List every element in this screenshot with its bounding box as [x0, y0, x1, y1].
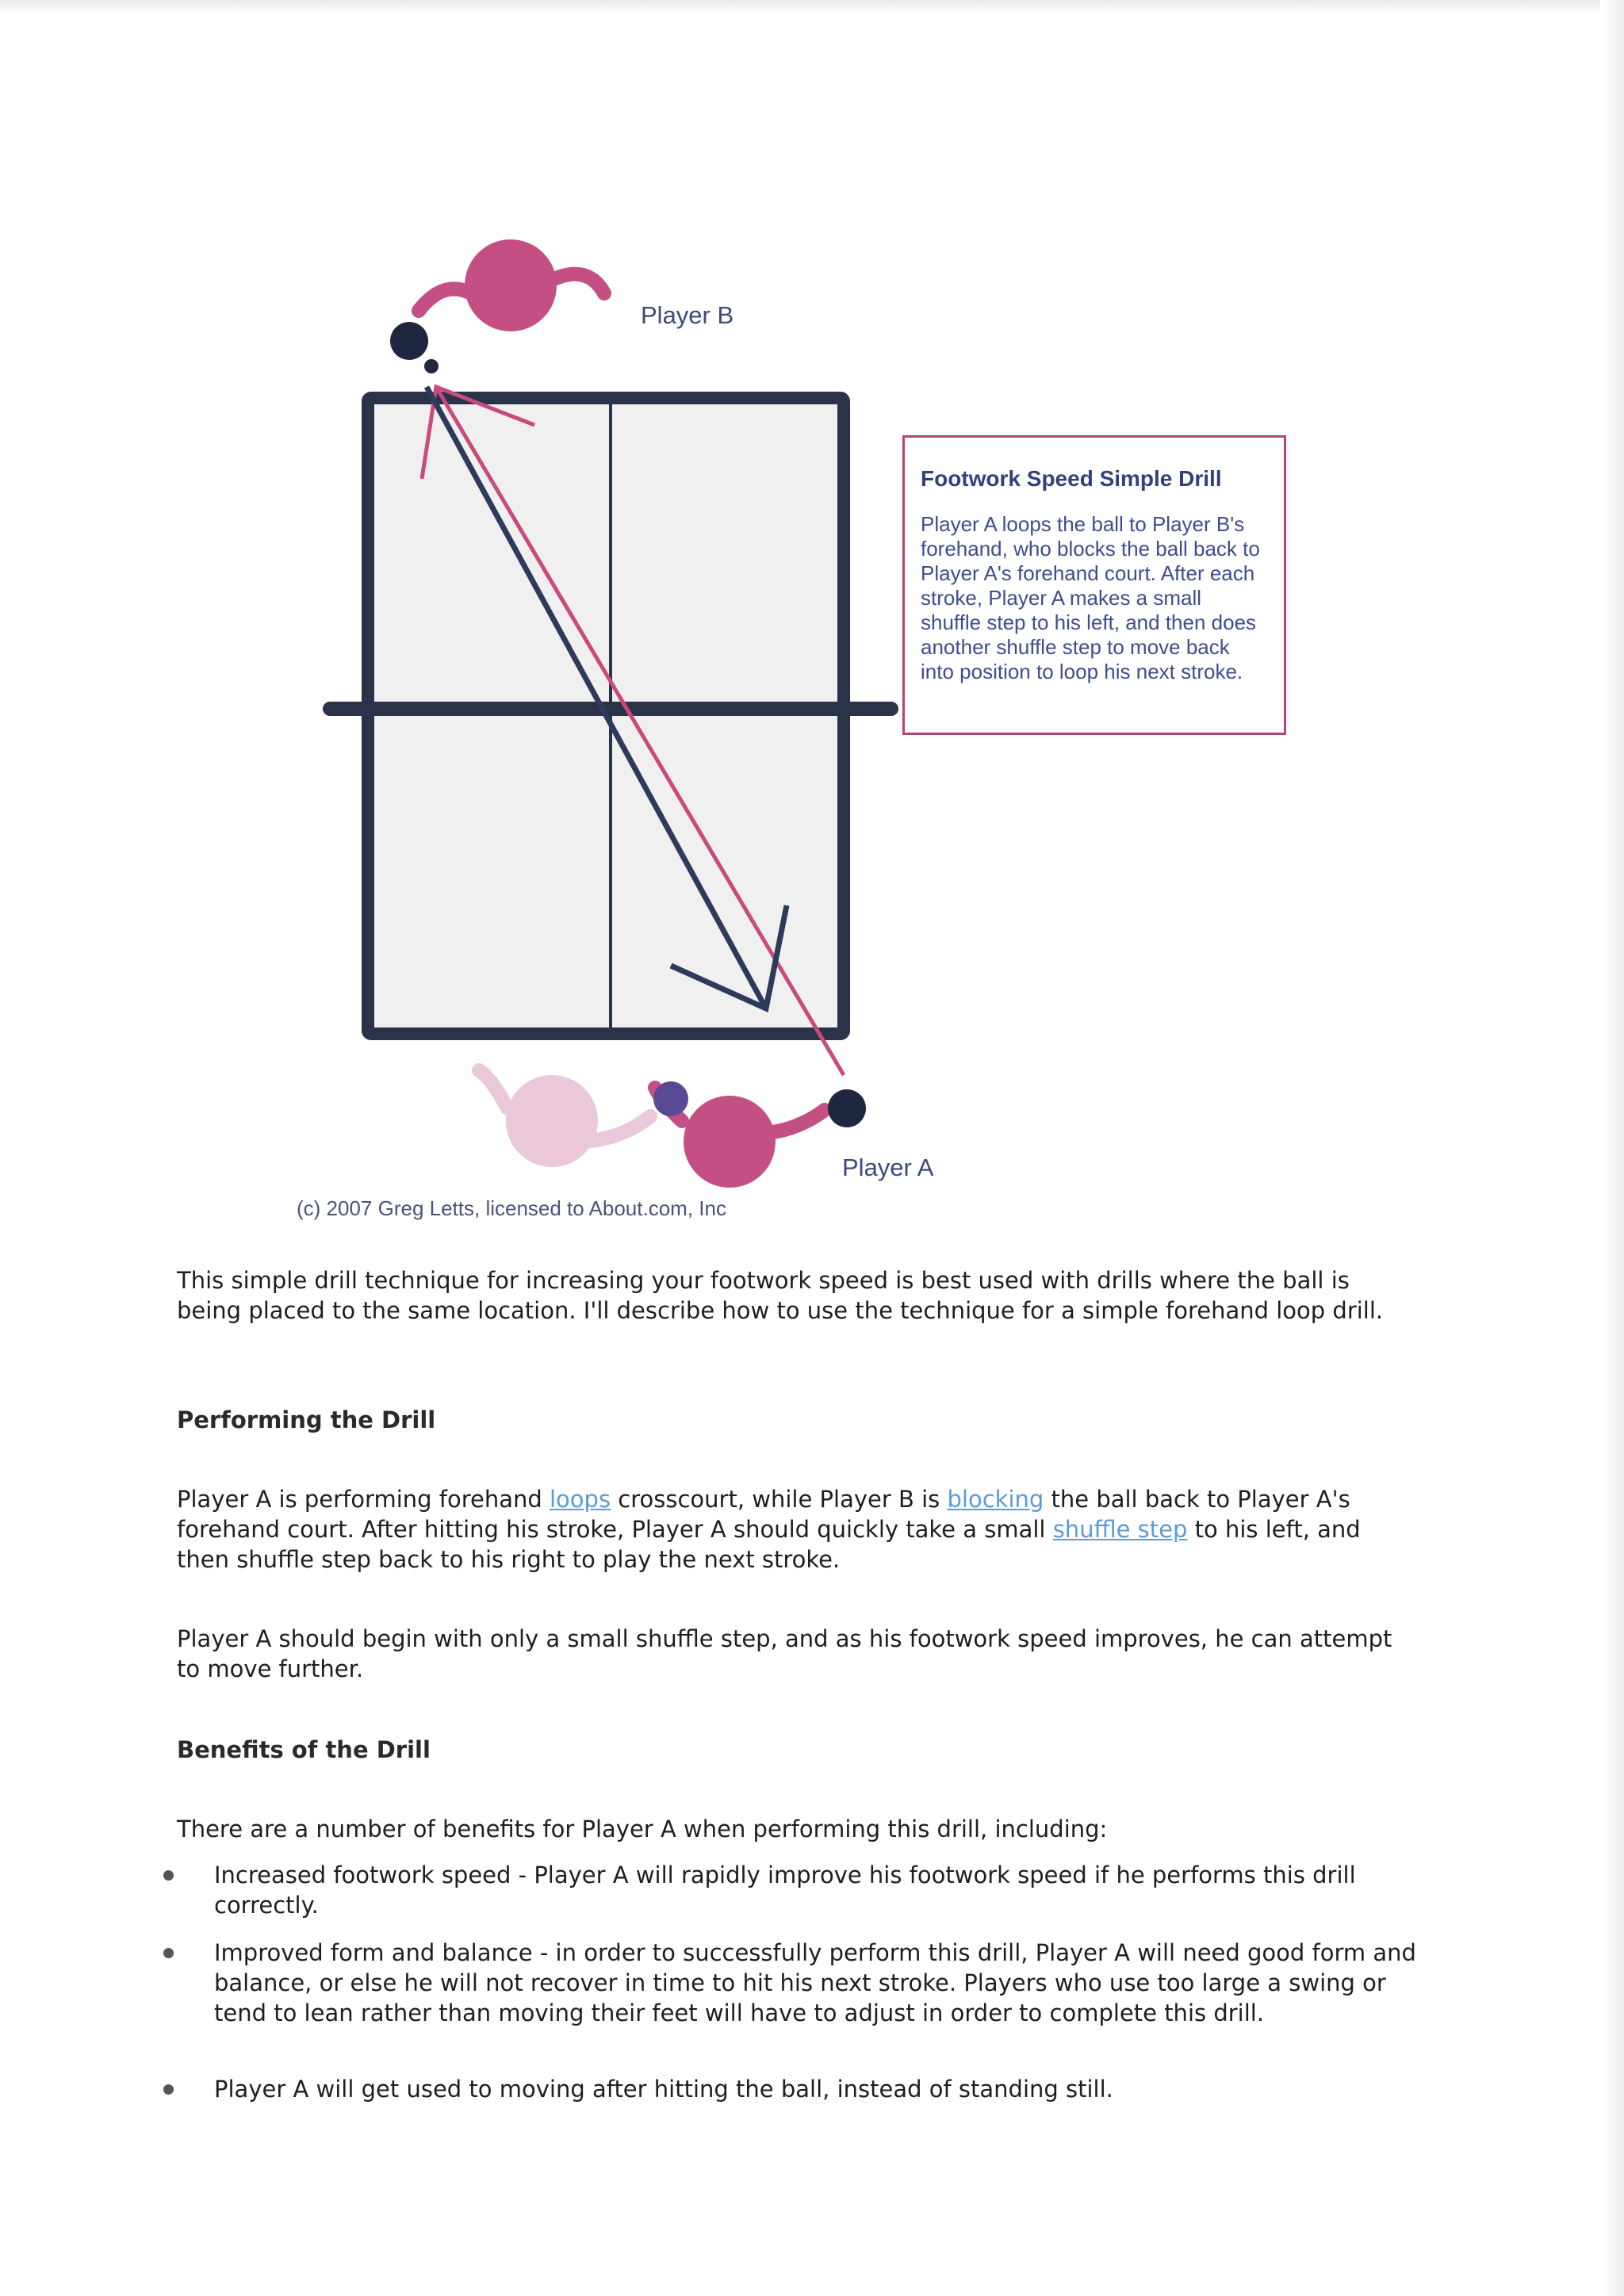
copyright-caption: (c) 2007 Greg Letts, licensed to About.com, Inc [297, 1196, 726, 1220]
bullet-icon [163, 1948, 174, 1958]
player-b-label: Player B [641, 301, 734, 329]
intro-paragraph: This simple drill technique for increasing your footwork speed is best used with drills where the ball is being placed to the same location. I'll describe how to use the technique for a simple forehand loop drill. [177, 1267, 1384, 1324]
player-a-ghost-arm [479, 1070, 508, 1108]
benefits-heading: Benefits of the Drill [177, 1736, 431, 1763]
performing-text-3: the ball back to Player A's forehand court. After hitting his stroke, Player A should quickly take a small [177, 1486, 1350, 1543]
player-b-paddle [390, 322, 428, 360]
benefit-text: Player A will get used to moving after hitting the ball, instead of standing still. [214, 2076, 1113, 2103]
performing-heading: Performing the Drill [177, 1406, 436, 1433]
player-b-body [465, 239, 557, 331]
player-b-figure [390, 239, 604, 373]
bullet-icon [163, 2084, 174, 2095]
player-a-paddle [828, 1089, 866, 1127]
player-a-ghost-paddle [653, 1081, 688, 1116]
benefit-text: Increased footwork speed - Player A will rapidly improve his footwork speed if he performs this drill correctly. [214, 1862, 1356, 1919]
ball [424, 359, 439, 373]
ping-pong-table [330, 398, 891, 1034]
performing-text-2: crosscourt, while Player B is [611, 1486, 948, 1513]
shuffle-step-link[interactable]: shuffle step [1052, 1516, 1188, 1543]
benefits-intro: There are a number of benefits for Player A when performing this drill, including: [177, 1816, 1108, 1843]
player-a-figure [653, 1081, 866, 1188]
benefit-text: Improved form and balance - in order to successfully perform this drill, Player A will need good form and balance, or else he will not recover in time to hit his next stroke. Players who use too large a swing or tend to lean rather than moving their feet will have to adjust in order to complete this drill. [214, 1939, 1416, 2026]
drill-info-body: Player A loops the ball to Player B's forehand, who blocks the ball back to Player A's forehand court. After each stroke, Player A makes a small shuffle step to his left, and then does another shuffle step to move back into position to loop his next stroke. [921, 512, 1260, 683]
player-a-ghost-figure [479, 1070, 650, 1167]
blocking-link[interactable]: blocking [947, 1486, 1044, 1513]
performing-paragraph-2: Player A should begin with only a small shuffle step, and as his footwork speed improves, he can attempt to move further. [177, 1625, 1392, 1682]
performing-paragraph-1 [177, 1484, 1414, 1575]
player-a-label: Player A [842, 1154, 934, 1181]
drill-info-title: Footwork Speed Simple Drill [921, 466, 1222, 491]
drill-info-box [902, 435, 1286, 735]
performing-text-4: to his left, and then shuffle step back to his right to play the next stroke. [177, 1516, 1361, 1573]
loops-link[interactable]: loops [550, 1486, 611, 1513]
player-a-ghost-body [506, 1075, 598, 1167]
bullet-icon [163, 1870, 174, 1881]
player-a-body [684, 1096, 776, 1188]
performing-text-1: Player A is performing forehand [177, 1486, 550, 1513]
